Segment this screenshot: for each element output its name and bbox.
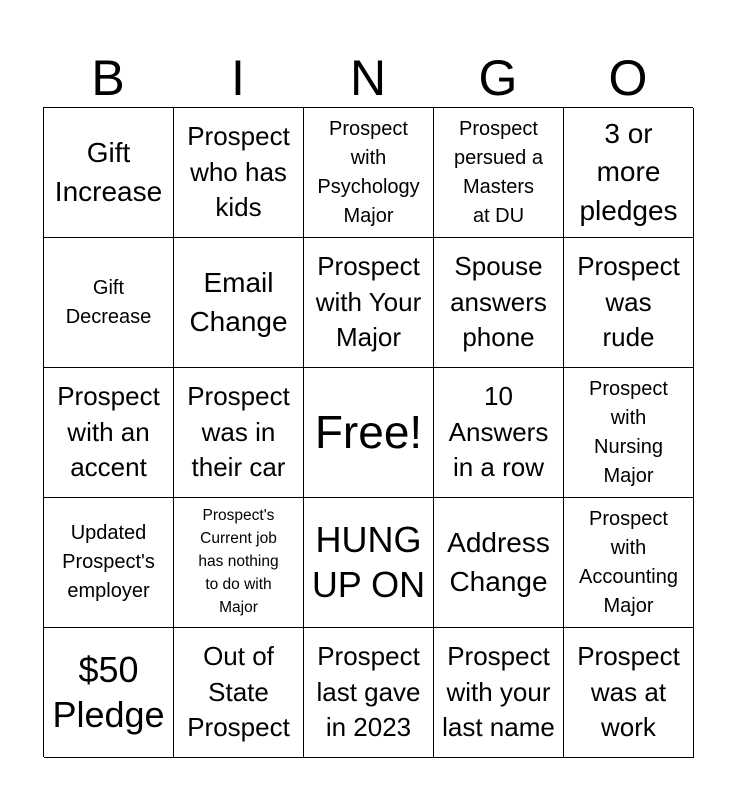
cell-text: Prospect with Nursing Major bbox=[589, 377, 668, 487]
cell-text: Prospect last gave in 2023 bbox=[316, 641, 421, 743]
bingo-cell-r1-c4[interactable] bbox=[434, 108, 564, 238]
bingo-cell-r5-c4[interactable] bbox=[434, 628, 564, 758]
cell-text: Spouse answers phone bbox=[450, 251, 547, 353]
header-letter-n: N bbox=[349, 50, 387, 106]
bingo-cell-r4-c4[interactable] bbox=[434, 498, 564, 628]
bingo-cell-r5-c5[interactable] bbox=[564, 628, 694, 758]
bingo-cell-r4-c2[interactable] bbox=[174, 498, 304, 628]
bingo-cell-r2-c3[interactable] bbox=[304, 238, 434, 368]
cell-text: Gift Increase bbox=[54, 136, 163, 207]
cell-text: Updated Prospect's employer bbox=[62, 522, 155, 602]
cell-text: Out of State Prospect bbox=[187, 641, 290, 743]
cell-text: HUNG UP ON bbox=[311, 518, 426, 605]
cell-text: Prospect with an accent bbox=[57, 381, 160, 483]
bingo-cell-r4-c5[interactable] bbox=[564, 498, 694, 628]
cell-text: Prospect was in their car bbox=[187, 381, 290, 483]
free-space-text: Free! bbox=[314, 406, 423, 459]
cell-text: $50 Pledge bbox=[52, 648, 165, 735]
cell-text: Prospect with Your Major bbox=[315, 251, 422, 353]
bingo-cell-r2-c1[interactable] bbox=[44, 238, 174, 368]
bingo-cell-r1-c3[interactable] bbox=[304, 108, 434, 238]
bingo-cell-r4-c3[interactable] bbox=[304, 498, 434, 628]
cell-text: Address Change bbox=[447, 526, 550, 597]
cell-text: 3 or more pledges bbox=[579, 117, 678, 226]
header-letter-g: G bbox=[478, 50, 518, 106]
cell-text: Gift Decrease bbox=[65, 276, 152, 328]
bingo-cell-r1-c2[interactable] bbox=[174, 108, 304, 238]
cell-text: Prospect with Accounting Major bbox=[579, 507, 678, 617]
bingo-cell-free[interactable] bbox=[304, 368, 434, 498]
bingo-cell-r3-c4[interactable] bbox=[434, 368, 564, 498]
cell-text: Prospect was at work bbox=[577, 641, 680, 743]
bingo-cell-r3-c5[interactable] bbox=[564, 368, 694, 498]
cell-text: Email Change bbox=[189, 266, 288, 337]
cell-text: Prospect persued a Masters at DU bbox=[454, 117, 543, 227]
header-letter-b: B bbox=[91, 50, 125, 106]
bingo-cell-r2-c5[interactable] bbox=[564, 238, 694, 368]
cell-text: Prospect's Current job has nothing to do with Major bbox=[198, 507, 279, 616]
cell-text: Prospect with your last name bbox=[442, 641, 555, 743]
bingo-cell-r1-c5[interactable] bbox=[564, 108, 694, 238]
bingo-cell-r1-c1[interactable] bbox=[44, 108, 174, 238]
bingo-cell-r5-c1[interactable] bbox=[44, 628, 174, 758]
cell-text: 10 Answers in a row bbox=[448, 381, 549, 483]
bingo-cell-r4-c1[interactable] bbox=[44, 498, 174, 628]
bingo-cell-r2-c4[interactable] bbox=[434, 238, 564, 368]
bingo-cell-r5-c2[interactable] bbox=[174, 628, 304, 758]
cell-text: Prospect with Psychology Major bbox=[317, 117, 420, 227]
bingo-cell-r3-c1[interactable] bbox=[44, 368, 174, 498]
bingo-cell-r3-c2[interactable] bbox=[174, 368, 304, 498]
cell-text: Prospect who has kids bbox=[187, 121, 290, 223]
bingo-cell-r2-c2[interactable] bbox=[174, 238, 304, 368]
bingo-card-grid bbox=[43, 107, 693, 757]
header-letter-o: O bbox=[608, 50, 648, 106]
bingo-cell-r5-c3[interactable] bbox=[304, 628, 434, 758]
header-letter-i: I bbox=[231, 50, 245, 106]
bingo-header bbox=[43, 45, 693, 107]
cell-text: Prospect was rude bbox=[577, 251, 680, 353]
